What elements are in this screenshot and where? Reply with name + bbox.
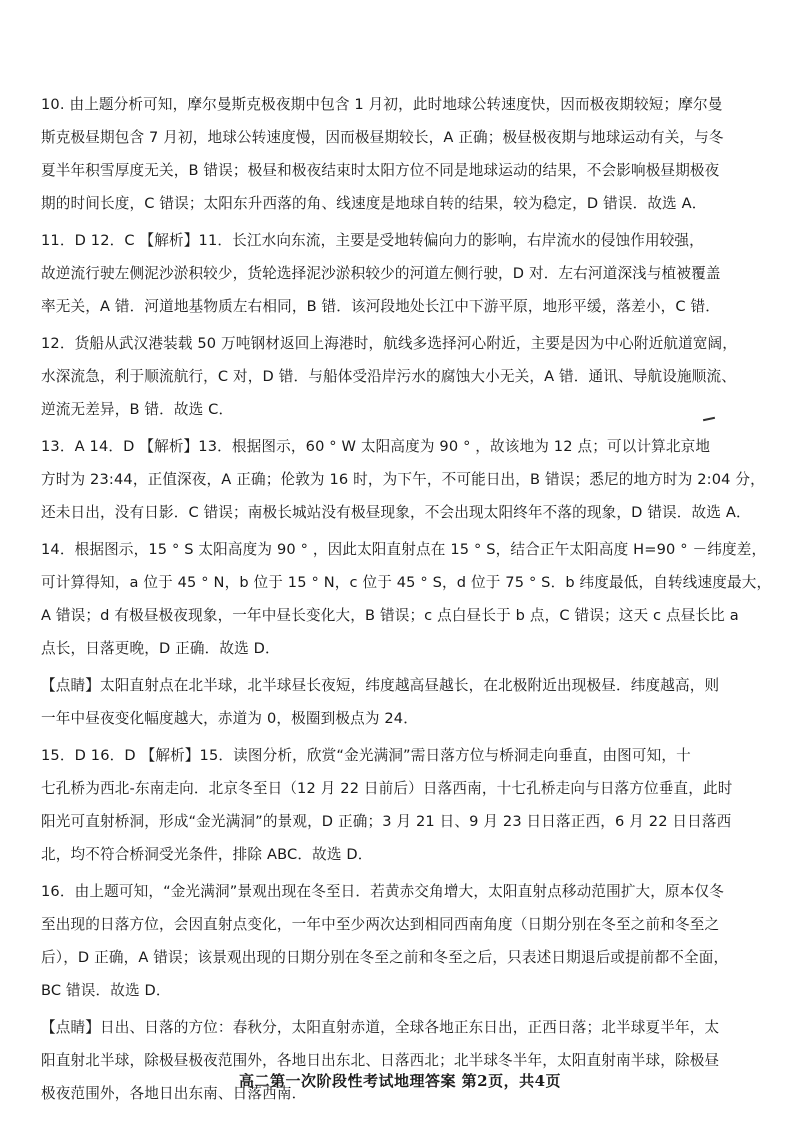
text-line: 斯克极昼期包含 7 月初，地球公转速度慢，因而极昼期较长，A 正确；极昼极夜期与地球运动有关，与冬 [41,129,724,146]
text-line: 逆流无差异，B 错．故选 C． [41,401,234,418]
answer-block-q12 [41,327,767,426]
text-line: 可计算得知，a 位于 45 ° N，b 位于 15 ° N，c 位于 45 ° S，d 位于 75 ° S．b 纬度最低，自转线速度最大， [41,574,772,591]
text-line: 率无关，A 错．河道地基物质左右相同，B 错．该河段地处长江中下游平原，地形平缓，落差小，C 错． [41,298,720,315]
text-line: 【点睛】日出、日落的方位：春秋分，太阳直射赤道，全球各地正东日出，正西日落；北半球夏半年，太 [41,1019,720,1036]
text-line: 北，均不符合桥洞受光条件，排除 ABC．故选 D． [41,846,373,863]
answer-block-q13-14 [41,430,767,529]
text-line: 11．D 12．C 【解析】11．长江水向东流，主要是受地转偏向力的影响，右岸流水的侵蚀作用较强， [41,232,704,249]
text-line: 后），D 正确，A 错误；该景观出现的日期分别在冬至之前和冬至之后，只表述日期退后或提前都不全面， [41,949,729,966]
answer-block-q15-16 [41,739,767,871]
text-line: 阳直射北半球，除极昼极夜范围外，各地日出东北、日落西北；北半球冬半年，太阳直射南半球，除极昼 [41,1052,720,1069]
text-line: BC 错误．故选 D． [41,982,171,999]
text-line: 水深流急，利于顺流航行，C 对，D 错．与船体受沿岸污水的腐蚀大小无关，A 错．通讯、导航设施顺流、 [41,368,736,385]
text-line: A 错误；d 有极昼极夜现象，一年中昼长变化大，B 错误；c 点白昼长于 b 点，C 错误；这天 c 点昼长比 a [41,607,739,624]
answer-block-q14 [41,533,772,665]
text-line: 一年中昼夜变化幅度越大，赤道为 0，极圈到极点为 24． [41,710,418,727]
answer-block-note1 [41,669,767,735]
answer-block-q16 [41,875,767,1007]
text-line: 方时为 23:44，正值深夜，A 正确；伦敦为 16 时，为下午，不可能日出，B 错误；悉尼的地方时为 2:04 分， [41,471,765,488]
page-footer: 高二第一次阶段性考试地理答案 第2页，共4页 [238,1072,562,1090]
text-line: 【点睛】太阳直射点在北半球，北半球昼长夜短，纬度越高昼越长，在北极附近出现极昼．纬度越高，则 [41,677,720,694]
text-line: 期的时间长度，C 错误；太阳东升西落的角、线速度是地球自转的结果，较为稳定，D 错误．故选 A． [41,195,707,212]
text-line: 10. 由上题分析可知，摩尔曼斯克极夜期中包含 1 月初，此时地球公转速度快，因而极夜期较短；摩尔曼 [41,96,723,113]
text-line: 还未日出，没有日影．C 错误；南极长城站没有极昼现象，不会出现太阳终年不落的现象，D 错误．故选 A． [41,504,751,521]
text-line: 点长，日落更晚，D 正确．故选 D． [41,640,280,657]
text-line: 12．货船从武汉港装载 50 万吨钢材返回上海港时，航线多选择河心附近，主要是因为中心附近航道宽阔， [41,335,738,352]
text-line: 极夜范围外，各地日出东南、日落西南． [41,1085,307,1102]
text-line: 七孔桥为西北-东南走向．北京冬至日（12 月 22 日前后）日落西南，十七孔桥走向与日落方位垂直，此时 [41,780,733,797]
answer-block-q10 [41,88,767,220]
answer-document [41,88,772,1114]
answer-block-note2 [41,1011,767,1110]
text-line: 夏半年积雪厚度无关，B 错误；极昼和极夜结束时太阳方位不同是地球运动的结果，不会影响极昼期极夜 [41,162,720,179]
text-line: 故逆流行驶左侧泥沙淤积较少，货轮选择泥沙淤积较少的河道左侧行驶，D 对．左右河道深浅与植被覆盖 [41,265,721,282]
text-line: 至出现的日落方位，会因直射点变化，一年中至少两次达到相同西南角度（日期分别在冬至之前和冬至之 [41,916,720,933]
answer-block-q11-12 [41,224,767,323]
text-line: 阳光可直射桥洞，形成“金光满洞”的景观，D 正确；3 月 21 日、9 月 23 日日落正西，6 月 22 日日落西 [41,813,732,830]
text-line: 13．A 14．D 【解析】13．根据图示，60 ° W 太阳高度为 90 ° ，故该地为 12 点；可以计算北京地 [41,438,711,455]
text-line: 15．D 16．D 【解析】15．读图分析，欣赏“金光满洞”需日落方位与桥洞走向垂直，由图可知，十 [41,747,691,764]
text-line: 14．根据图示，15 ° S 太阳高度为 90 ° ，因此太阳直射点在 15 ° S，结合正午太阳高度 H=90 ° －纬度差， [41,541,767,558]
text-line: 16．由上题可知，“金光满洞”景观出现在冬至日．若黄赤交角增大，太阳直射点移动范围扩大，原本仅冬 [41,883,725,900]
